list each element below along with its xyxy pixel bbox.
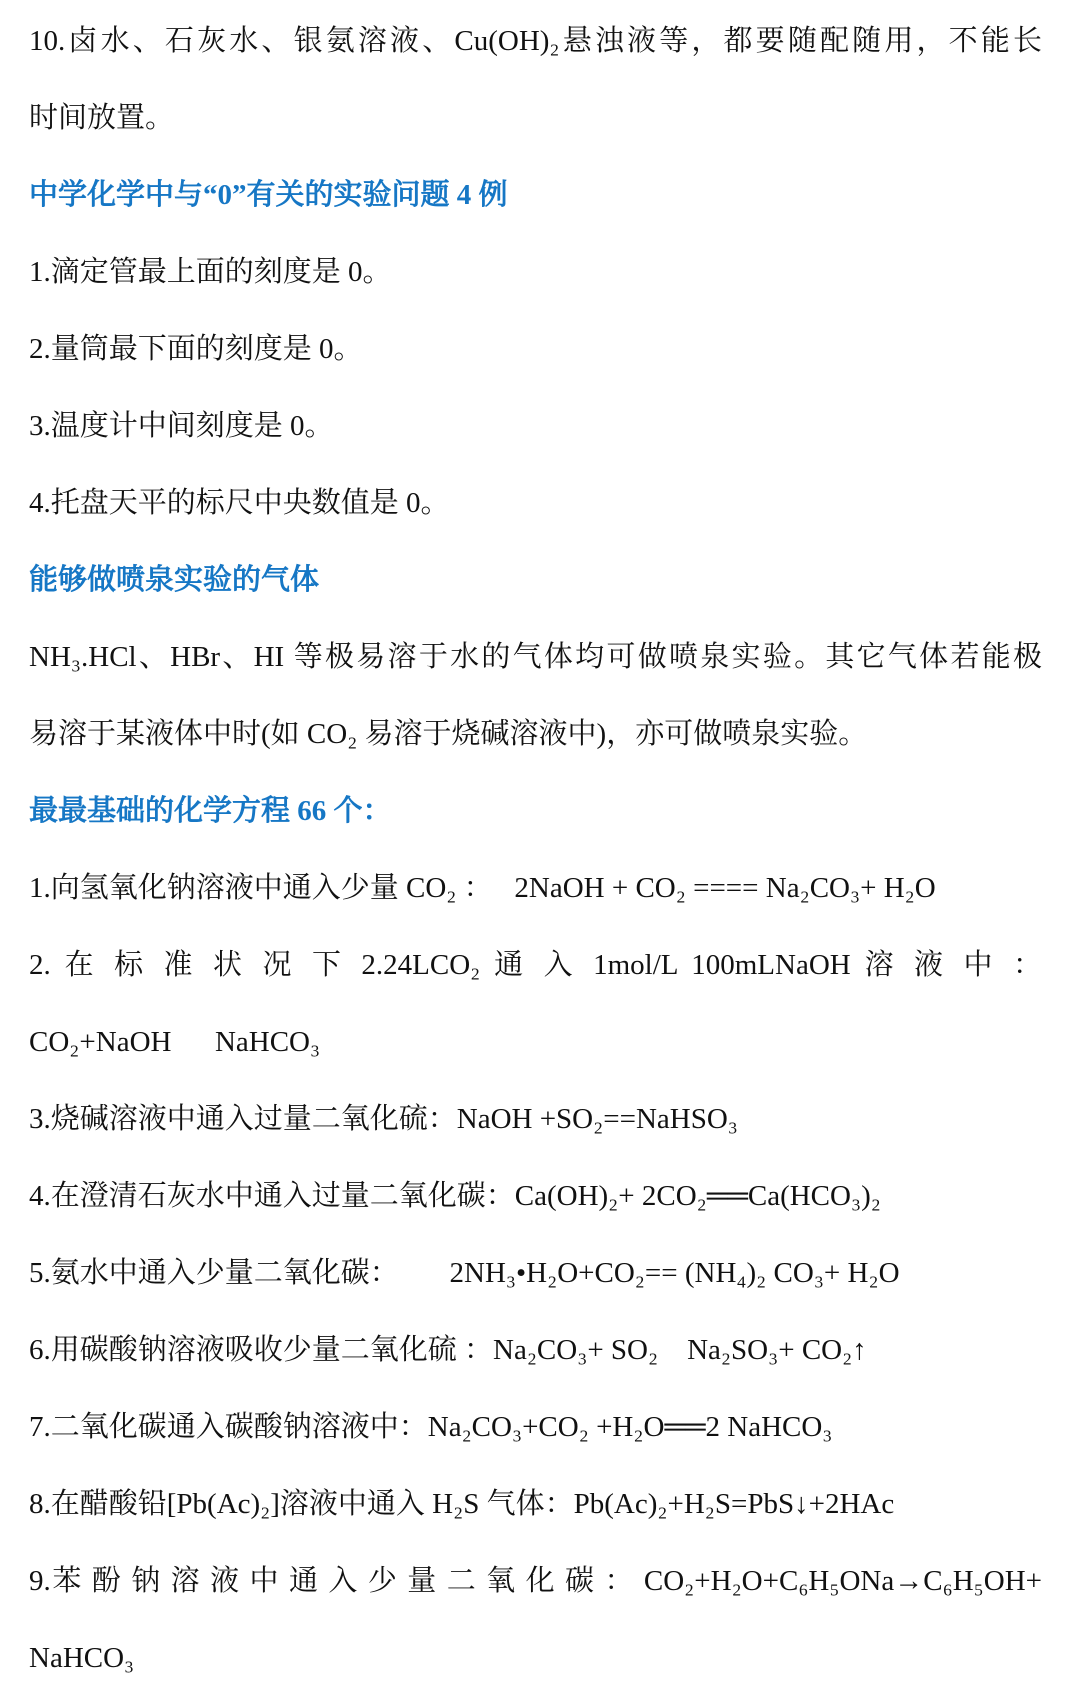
equation-line: 5.氨水中通入少量二氧化碳： 2NH₃•H₂O+CO₂== (NH₄)₂ CO₃+ H₂O xyxy=(29,1257,900,1289)
equation-line: 4.在澄清石灰水中通入过量二氧化碳：Ca(OH)₂+ 2CO₂══Ca(HCO₃)₂ xyxy=(29,1180,881,1212)
list-item: 2.量筒最下面的刻度是 0。 xyxy=(29,333,363,365)
zero-reading-section xyxy=(29,157,1042,542)
equation-line: 6.用碳酸钠溶液吸收少量二氧化硫 ：Na₂CO₃+ SO₂ Na₂SO₃+ CO₂↑ xyxy=(29,1334,867,1366)
equation-line: 7.二氧化碳通入碳酸钠溶液中：Na₂CO₃+CO₂ +H₂O══2 NaHCO₃ xyxy=(29,1411,833,1443)
equation-line: 3.烧碱溶液中通入过量二氧化硫：NaOH +SO₂==NaHSO₃ xyxy=(29,1103,738,1135)
section-heading: 中学化学中与“0”有关的实验问题 4 例 xyxy=(29,179,508,211)
note-10-block xyxy=(29,3,1042,157)
note-line: 10.卤水、石灰水、银氨溶液、Cu(OH)₂悬浊液等，都要随配随用，不能长 xyxy=(29,25,1042,57)
note-line: 时间放置。 xyxy=(29,102,175,134)
list-item: 3.温度计中间刻度是 0。 xyxy=(29,410,334,442)
equation-line: CO₂+NaOH NaHCO₃ xyxy=(29,1026,321,1058)
equation-line: 1.向氢氧化钠溶液中通入少量 CO₂ ： 2NaOH + CO₂ ==== Na₂CO₃+ H₂O xyxy=(29,872,936,904)
section-heading: 最最基础的化学方程 66 个： xyxy=(29,795,392,827)
paragraph-line: 易溶于某液体中时(如 CO₂ 易溶于烧碱溶液中)，亦可做喷泉实验。 xyxy=(29,718,868,750)
equation-line: 2. 在 标 准 状 况 下 2.24LCO₂ 通 入 1mol/L 100mLNaOH 溶 液 中 ： xyxy=(29,949,1042,981)
fountain-experiment-section xyxy=(29,542,1042,773)
equation-line: 9.苯 酚 钠 溶 液 中 通 入 少 量 二 氧 化 碳 ： CO₂+H₂O+C₆H₅ONa→C₆H₅OH+ xyxy=(29,1565,1042,1597)
list-item: 1.滴定管最上面的刻度是 0。 xyxy=(29,256,392,288)
section-heading: 能够做喷泉实验的气体 xyxy=(29,564,320,596)
basic-equations-section xyxy=(29,773,1042,1697)
paragraph-line: NH₃.HCl、HBr、HI 等极易溶于水的气体均可做喷泉实验。其它气体若能极 xyxy=(29,641,1042,673)
list-item: 4.托盘天平的标尺中央数值是 0。 xyxy=(29,487,450,519)
equation-line: 8.在醋酸铅[Pb(Ac)₂]溶液中通入 H₂S 气体：Pb(Ac)₂+H₂S=PbS↓+2HAc xyxy=(29,1488,895,1520)
equation-line: NaHCO₃ xyxy=(29,1642,135,1674)
